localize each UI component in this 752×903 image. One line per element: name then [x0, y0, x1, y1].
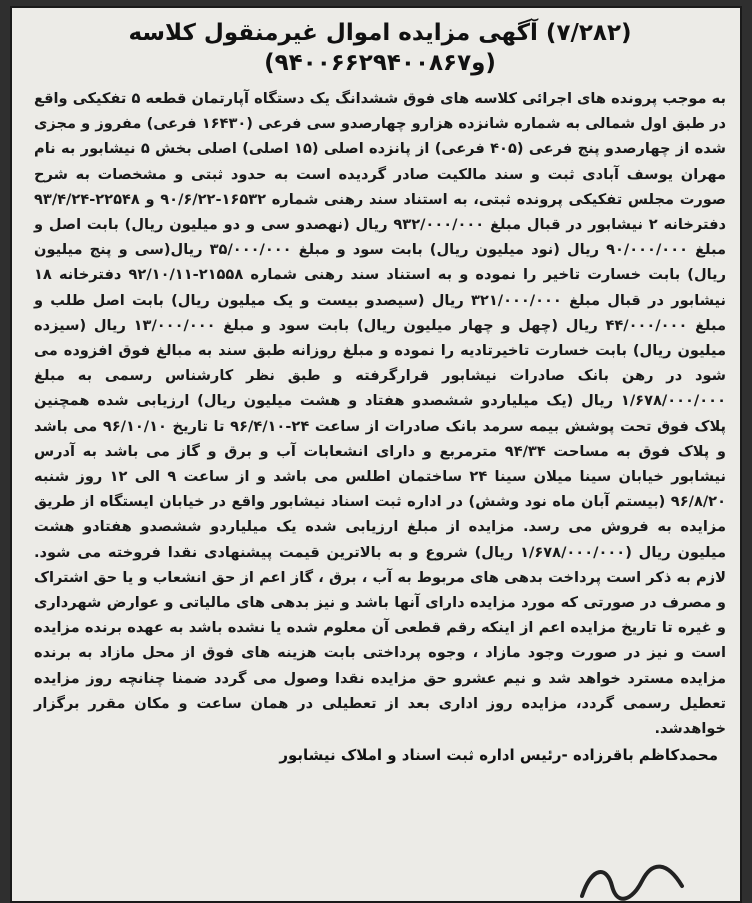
notice-title — [34, 18, 726, 78]
notice-signature: محمدکاظم باقرزاده -رئیس اداره ثبت اسناد و املاک نیشابور — [279, 746, 718, 765]
notice-body: به موجب پرونده های اجرائی کلاسه های فوق ششدانگ یک دستگاه آپارتمان قطعه ۵ تفکیکی واقع در طبق اول شمالی به شماره شانزده هزارو چهارصدو سی فرعی (۱۶۴۳۰ فرعی) مفروز و مجزی شده از چهارصدو پنج فرعی (۴۰۵ فرعی) از پانزده اصلی (۱۵ اصلی) اصلی بخش ۵ نیشابور به نام مهران یوسف آبادی ثبت و سند مالکیت صادر گردیده است به حدود ثبتی و مشخصات به شرح صورت مجلس تفکیکی پرونده ثبتی، به استناد سند رهنی شماره ۱۶۵۳۲-۹۰/۶/۲۲ و ۲۲۵۴۸-۹۳/۴/۲۴ دفترخانه ۲ نیشابور در قبال مبلغ ۹۳۲/۰۰۰/۰۰۰ ریال (نهصدو سی و دو میلیون ریال) بابت اصل و مبلغ ۹۰/۰۰۰/۰۰۰ ریال (نود میلیون ریال) بابت سود و مبلغ ۳۵/۰۰۰/۰۰۰ ریال(سی و پنج میلیون ریال) بابت خسارت تاخیر را نموده و به استناد سند رهنی شماره ۲۱۵۵۸-۹۲/۱۰/۱۱ دفترخانه ۱۸ نیشابور در قبال مبلغ ۳۲۱/۰۰۰/۰۰۰ ریال (سیصدو بیست و یک میلیون ریال) بابت اصل طلب و مبلغ ۴۴/۰۰۰/۰۰۰ ریال (چهل و چهار میلیون ریال) بابت سود و مبلغ ۱۳/۰۰۰/۰۰۰ ریال (سیزده میلیون ریال) بابت خسارت تاخیرتادیه را نموده و مبلغ روزانه طبق سند به مبالغ فوق افزوده می شود در رهن بانک صادرات نیشابور قرارگرفته و طبق نظر کارشناس رسمی به مبلغ ۱/۶۷۸/۰۰۰/۰۰۰ ریال (یک میلیاردو ششصدو هفتاد و هشت میلیون ریال) ارزیابی شده همچنین پلاک فوق تحت پوشش بیمه سرمد بانک صادرات از ساعت ۲۴-۹۶/۴/۱۰ تا تاریخ ۹۶/۱۰/۱۰ می باشد و پلاک فوق به مساحت ۹۴/۳۴ مترمربع و دارای انشعابات آب و برق و گاز می باشد به آدرس نیشابور خیابان سینا میلان سینا ۲۴ ساختمان اطلس می باشد و از ساعت ۹ الی ۱۲ روز شنبه ۹۶/۸/۲۰ (بیستم آبان ماه نود وشش) در اداره ثبت اسناد نیشابور واقع در خیابان ایستگاه از طریق مزایده به فروش می رسد. مزایده از مبلغ ارزیابی شده یک میلیاردو ششصدو هفتادو هشت میلیون ریال (۱/۶۷۸/۰۰۰/۰۰۰ ریال) شروع و به بالاترین قیمت پیشنهادی نقدا فروخته می شود. لازم به ذکر است پرداخت بدهی های مربوط به آب ، برق ، گاز اعم از حق انشعاب و یا حق اشتراک و مصرف در صورتی که مورد مزایده دارای آنها باشد و نیز بدهی های مالیاتی و عوارض شهرداری و غیره تا تاریخ مزایده اعم از اینکه رقم قطعی آن معلوم شده یا نشده باشد به عهده برنده مزایده است و نیز در صورت وجود مازاد ، وجوه پرداختی بابت هزینه های فوق از محل مازاد به برنده مزایده مسترد خواهد شد و نیم عشرو حق مزایده نقدا وصول می گردد ضمنا چنانچه روز مزایده تعطیل رسمی گردد، مزایده روز اداری بعد از تعطیلی در همان ساعت و مکان مقرر برگزار خواهدشد. — [34, 90, 727, 738]
handwritten-mark — [572, 856, 692, 903]
notice-frame — [10, 6, 742, 903]
notice-content — [34, 18, 726, 895]
notice-title-line1: (۷/۲۸۲) آگهی مزایده اموال غیرمنقول کلاسه — [128, 20, 632, 46]
notice-title-line2: (۹۴۰۰۶۶۲و۹۴۰۰۸۶۷) — [264, 50, 496, 76]
